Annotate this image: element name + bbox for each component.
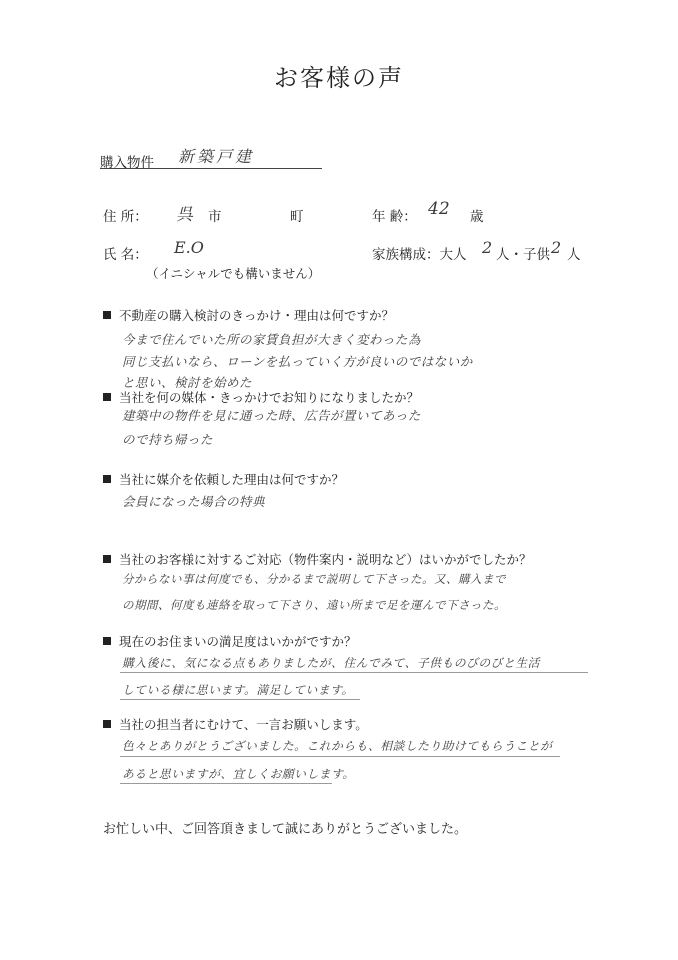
question-text: 当社の担当者にむけて、一言お願いします。 xyxy=(119,717,368,732)
question-text: 当社を何の媒体・きっかけでお知りになりましたか？ xyxy=(119,390,420,405)
bullet-square-icon xyxy=(103,475,111,483)
address-city-suffix: 市 xyxy=(208,209,222,225)
name-note: （イニシャルでも構いません） xyxy=(146,266,321,281)
age-value: 42 xyxy=(428,199,450,219)
name-label: 氏 名： xyxy=(103,247,148,263)
answer-5-line-2: している様に思います。満足しています。 xyxy=(122,683,354,697)
question-text: 当社に媒介を依頼した理由は何ですか？ xyxy=(119,472,345,487)
question-text: 不動産の購入検討のきっかけ・理由は何ですか？ xyxy=(119,308,395,323)
family-sep: 人・子供 xyxy=(496,247,550,263)
address-city: 呉 xyxy=(176,205,193,225)
family-label: 家族構成：大人 xyxy=(372,247,467,263)
answer-6-line-1: 色々とありがとうございました。これからも、相談したり助けてもらうことが xyxy=(122,739,553,753)
family-adults: 2 xyxy=(482,238,493,257)
question-1 xyxy=(103,306,394,324)
answer-5-rule-1 xyxy=(120,672,588,673)
age-suffix: 歳 xyxy=(470,209,484,225)
bullet-square-icon xyxy=(103,311,111,319)
answer-4-line-2: の期間、何度も連絡を取って下さり、遠い所まで足を運んで下さった。 xyxy=(122,598,506,612)
answer-4-line-1: 分からない事は何度でも、分かるまで説明して下さった。又、購入まで xyxy=(122,572,506,586)
question-4 xyxy=(103,550,532,568)
answer-1-line-2: 同じ支払いなら、ローンを払っていく方が良いのではないか xyxy=(122,354,473,369)
page-title: お客様の声 xyxy=(274,64,404,92)
address-label: 住 所： xyxy=(103,209,148,225)
bullet-square-icon xyxy=(103,555,111,563)
answer-1-line-1: 今まで住んでいた所の家賃負担が大きく変わった為 xyxy=(122,332,421,347)
answer-5-line-1: 購入後に、気になる点もありましたが、住んでみて、子供ものびのびと生活 xyxy=(122,656,540,670)
property-label: 購入物件 xyxy=(100,155,154,171)
address-town-suffix: 町 xyxy=(290,209,304,225)
answer-1-line-3: と思い、検討を始めた xyxy=(122,375,253,390)
answer-3-line-1: 会員になった場合の特典 xyxy=(122,494,266,509)
question-2 xyxy=(103,388,419,406)
question-text: 当社のお客様に対するご対応（物件案内・説明など）はいかがでしたか？ xyxy=(119,552,532,567)
answer-2-line-2: ので持ち帰った xyxy=(122,432,214,447)
bullet-square-icon xyxy=(103,720,111,728)
question-text: 現在のお住まいの満足度はいかがですか？ xyxy=(119,634,357,649)
bullet-square-icon xyxy=(103,393,111,401)
question-5 xyxy=(103,632,357,650)
answer-6-rule-2 xyxy=(120,783,332,784)
closing-message: お忙しい中、ご回答頂きまして誠にありがとうございました。 xyxy=(103,822,468,837)
question-3 xyxy=(103,470,344,488)
answer-5-rule-2 xyxy=(120,699,360,700)
age-label: 年 齢： xyxy=(372,209,417,225)
property-value: 新築戸建 xyxy=(178,147,255,166)
answer-6-rule-1 xyxy=(120,756,560,757)
family-children: 2 xyxy=(551,238,562,257)
name-value: E.O xyxy=(174,238,204,257)
question-6 xyxy=(103,715,368,733)
bullet-square-icon xyxy=(103,637,111,645)
answer-6-line-2: あると思いますが、宜しくお願いします。 xyxy=(122,767,355,781)
family-suffix: 人 xyxy=(567,247,581,263)
answer-2-line-1: 建築中の物件を見に通った時、広告が置いてあった xyxy=(122,408,421,423)
